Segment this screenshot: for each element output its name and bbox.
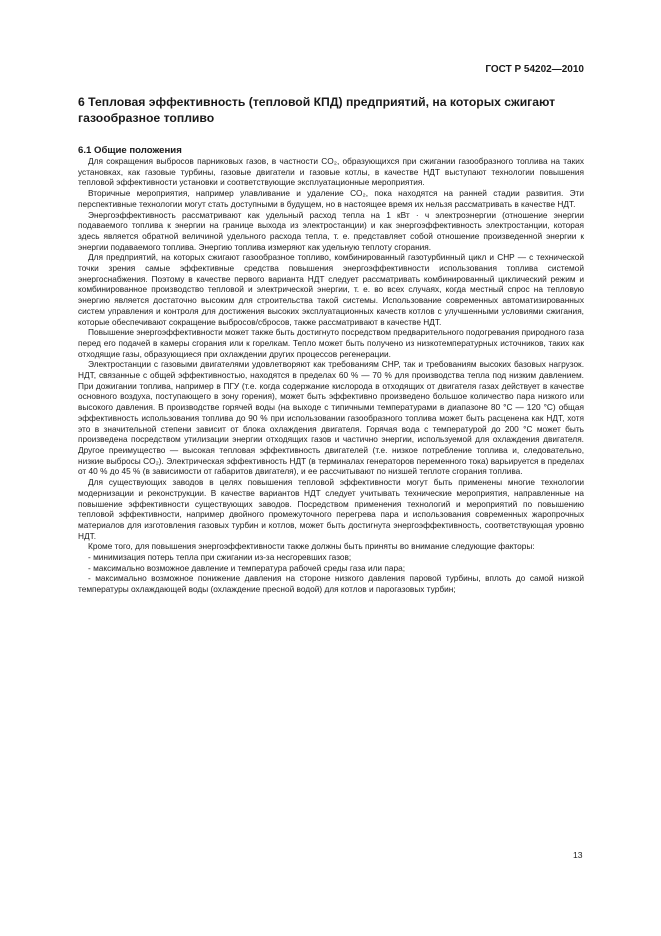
paragraph: Повышение энергоэффективности может также быть достигнуто посредством предварительного подогревания природного газа перед его подачей в камеры сгорания или к горелкам. Тепло может быть получено из низкотемпературных источников, таких как отходящие газы, образующиеся при охлаждении других процессов регенерации.: [78, 327, 584, 359]
body-text: [78, 156, 584, 595]
paragraph: Вторичные мероприятия, например улавливание и удаление CO₂, пока находятся на ранней стадии развития. Эти перспективные технологии могут стать доступными в будущем, но в настоящее время их нельзя рассматривать в качестве НДТ.: [78, 188, 584, 209]
section-title: 6 Тепловая эффективность (тепловой КПД) предприятий, на которых сжигают газообразное топливо: [78, 95, 556, 125]
paragraph: Для существующих заводов в целях повышения тепловой эффективности могут быть применены многие технологии модернизации и реконструкции. В качестве вариантов НДТ следует учитывать технические мероприятия, направленные на повышение эффективности существующих заводов. Посредством применения технологий и мероприятий по повышению тепловой эффективности, например двойного промежуточного перегрева пара и использования современных жаропрочных материалов для изготовления газовых турбин и котлов, может быть достигнута энергоэффективность, соответствующая уровню НДТ.: [78, 477, 584, 541]
document-header: ГОСТ Р 54202—2010: [485, 64, 584, 75]
page-number: 13: [573, 850, 583, 860]
subsection-title: 6.1 Общие положения: [78, 145, 182, 156]
paragraph: Для сокращения выбросов парниковых газов, в частности CO₂, образующихся при сжигании газообразного топлива на таких установках, как газовые турбины, газовые двигатели и газовые котлы, в качестве НДТ выступают технологии повышения тепловой эффективности установки и соответствующие эксплуатационные мероприятия.: [78, 156, 584, 188]
paragraph: Электростанции с газовыми двигателями удовлетворяют как требованиям CHP, так и требованиям высоких базовых нагрузок. НДТ, связанные с общей эффективностью, находятся в пределах 60 % — 70 % для производства тепла под низким давлением. При дожигании топлива, например в ПГУ (т.е. когда содержание кислорода в отходящих от двигателя газах действует в качестве основного воздуха, поступающего в зону горения), может быть эффективно произведено большое количество пара низкого или высокого давления. В производстве горячей воды (на выходе с типичными температурами в диапазоне 80 °С — 120 °С) общая эффективность использования топлива до 90 % при использовании газообразного топлива может быть расценена как НДТ, хотя это в значительной степени зависит от блока охлаждения двигателя. Горячая вода с температурой до 200 °С может быть произведена посредством утилизации энергии отходящих газов и частично энергии, используемой для охлаждения двигателя. Другое преимущество — высокая тепловая эффективность двигателей (т.е. низкое потребление топлива и, следовательно, низкие выбросы CO₂). Электрическая эффективность НДТ (в терминалах генераторов переменного тока) варьируется в пределах от 40 % до 45 % (в зависимости от габаритов двигателя), и ее рассчитывают по низшей теплоте сгорания топлива.: [78, 359, 584, 477]
list-item: - максимально возможное понижение давления на стороне низкого давления паровой турбины, вплоть до самой низкой температуры охлаждающей воды (охлаждение пресной водой) для котлов и парогазовых турбин;: [78, 573, 584, 595]
paragraph: Для предприятий, на которых сжигают газообразное топливо, комбинированный газотурбинный цикл и CHP — с технической точки зрения самые эффективные средства повышения энергоэффективности использования топлива системой энергоснабжения. Поэтому в качестве первого варианта НДТ следует рассматривать комбинированный циклический режим и комбинированное производство тепловой и электрической энергии, т. е. во всех случаях, когда местный спрос на тепловую энергию является достаточно высоким для строительства такой системы. Использование современных автоматизированных систем управления и контроля для достижения высоких эксплуатационных качеств котлов с улучшенными условиями сжигания, которые обеспечивают сокращение выбросов/сбросов, также рассматривают в качестве НДТ.: [78, 252, 584, 327]
paragraph: Энергоэффективность рассматривают как удельный расход тепла на 1 кВт · ч электроэнергии (отношение энергии подаваемого топлива к энергии на границе выхода из электростанции) и как энергоэффективность электростанции, которая здесь является обратной величиной удельного расхода тепла, т. е. представляет собой отношение произведенной энергии к энергии подаваемого топлива. Энергию топлива измеряют как удельную теплоту сгорания.: [78, 209, 584, 252]
list-item: - максимально возможное давление и температура рабочей среды газа или пара;: [88, 562, 406, 573]
list-item: - минимизация потерь тепла при сжигании из-за несгоревших газов;: [88, 552, 352, 563]
paragraph: Кроме того, для повышения энергоэффективности также должны быть приняты во внимание следующие факторы:: [88, 541, 535, 552]
